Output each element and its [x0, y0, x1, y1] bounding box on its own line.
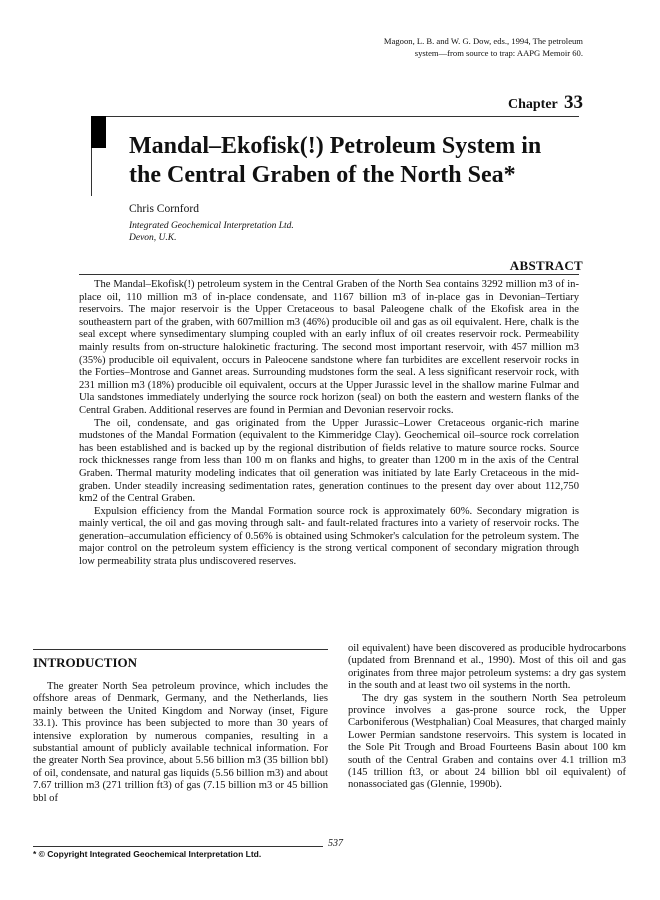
chapter-word: Chapter	[507, 97, 558, 112]
affiliation-line-2: Devon, U.K.	[129, 233, 177, 243]
citation-line-2: system—from source to trap: AAPG Memoir 60.	[414, 47, 583, 58]
abstract-heading: ABSTRACT	[509, 258, 583, 273]
title-top-rule	[96, 116, 579, 117]
right-column	[348, 643, 626, 792]
chapter-marker-block	[91, 116, 106, 148]
affiliation-line-1: Integrated Geochemical Interpretation Ltd.	[129, 221, 294, 231]
intro-paragraph-1-continued: oil equivalent) have been discovered as producible hydrocarbons (updated from Brennand et al., 1990). Most of this oil and gas originates from three major petroleum systems: a dry gas system in the south and at least two oil systems in the north.	[348, 643, 626, 692]
introduction-heading: INTRODUCTION	[33, 649, 328, 671]
page-number: 537	[328, 838, 343, 849]
chapter-label	[508, 92, 583, 114]
author-affiliation	[129, 220, 294, 244]
title-line-1: Mandal–Ekofisk(!) Petroleum System in	[129, 133, 542, 159]
title-left-rule	[91, 148, 92, 196]
abstract-body	[79, 279, 579, 569]
author-name: Chris Cornford	[129, 203, 199, 215]
abstract-rule	[79, 274, 579, 275]
left-column	[33, 681, 328, 805]
citation-header	[283, 36, 583, 59]
citation-line-1: Magoon, L. B. and W. G. Dow, eds., 1994, The petroleum	[383, 36, 583, 46]
page-title	[129, 132, 579, 190]
abstract-paragraph-3: Expulsion efficiency from the Mandal Formation source rock is approximately 60%. Secondary migration is mainly vertical, the oil and gas moving through salt- and fault-related fractures into a variety of reservoir rocks. The generation–accumulation efficiency of 0.56% is obtained using Schmoker's calculation for the petroleum system. The major control on the petroleum system efficiency is the strong vertical component of secondary migration through low permeability strata plus undiscovered reserves.	[79, 505, 579, 568]
abstract-paragraph-1: The Mandal–Ekofisk(!) petroleum system in the Central Graben of the North Sea contains 3292 million m3 of in-place oil, 110 million m3 of in-place condensate, and 1167 billion m3 of in-place gas in Devonian–Tertiary reservoirs. The major reservoir is the Upper Cretaceous to basal Paleogene chalk of the Ekofisk area in the southeastern part of the graben, with 607million m3 (46%) producible oil and gas as oil equivalent. Here, chalk is the seal except where synsedimentary slumping coupled with an early influx of oil creates reservoir rock. Permeability mainly results from on-structure halokinetic fracturing. The second most important reservoir, with 457 million m3 (35%) producible oil equivalent, occurs in Paleocene sandstone where fan turbidites are excellent reservoir rocks in the Forties–Montrose and Gannet areas. Surrounding mudstones form the seal. A less significant reservoir rock, with 231 million m3 (18%) producible oil equivalent, occurs at the Upper Jurassic level in the shallow marine Fulmar and Ula sandstones immediately underlying the source rock horizon (seal) on both the eastern and western flanks of the Central Graben. Additional reserves are found in Permian and Devonian reservoir rocks.	[79, 279, 579, 416]
intro-paragraph-1: The greater North Sea petroleum province, which includes the offshore areas of Denmark, Germany, and the Netherlands, lies mainly between the United Kingdom and Norway (inset, Figure 33.1). This province has been subjected to more than 30 years of intensive exploration by numerous companies, resulting in a substantial amount of publicly available technical information. For the greater North Sea province, about 5.56 billion m3 (35 billion bbl) of oil, condensate, and natural gas liquids (5.56 billion m3) and about 7.67 trillion m3 (271 trillion ft3) of gas (7.15 billion m3 or 45 billion bbl of	[33, 681, 328, 804]
title-line-2: the Central Graben of the North Sea*	[129, 162, 516, 188]
chapter-number: 33	[564, 92, 583, 113]
abstract-paragraph-2: The oil, condensate, and gas originated from the Upper Jurassic–Lower Cretaceous organic-rich marine mudstones of the Mandal Formation (equivalent to the Kimmeridge Clay). Geochemical oil–source rock correlation has been established and is backed up by the regional distribution of fields relative to mature source rocks. Source rock thicknesses range from less than 100 m on flanks and highs, to greater than 1200 m in the axis of the Central Graben. Thermal maturity modeling indicates that oil generation was initiated by late Early Cretaceous in the mid-graben. Under steadily increasing sedimentation rates, generation continues to the present day over about 112,750 km2 of the Central Graben.	[79, 417, 579, 505]
footnote-rule	[33, 846, 323, 847]
copyright-footnote: * © Copyright Integrated Geochemical Interpretation Ltd.	[33, 849, 262, 859]
intro-paragraph-2: The dry gas system in the southern North Sea petroleum province involves a gas-prone source rock, the Upper Carboniferous (Westphalian) Coal Measures, that charged mainly Lower Permian sandstone reservoirs. This system is located in the Sole Pit Trough and Broad Fourteens Basin about 100 km south of the Central Graben and contains over 4.1 trillion m3 (145 trillion ft3, or about 24 billion bbl oil equivalent) of nonassociated gas (Glennie, 1990b).	[348, 692, 626, 791]
